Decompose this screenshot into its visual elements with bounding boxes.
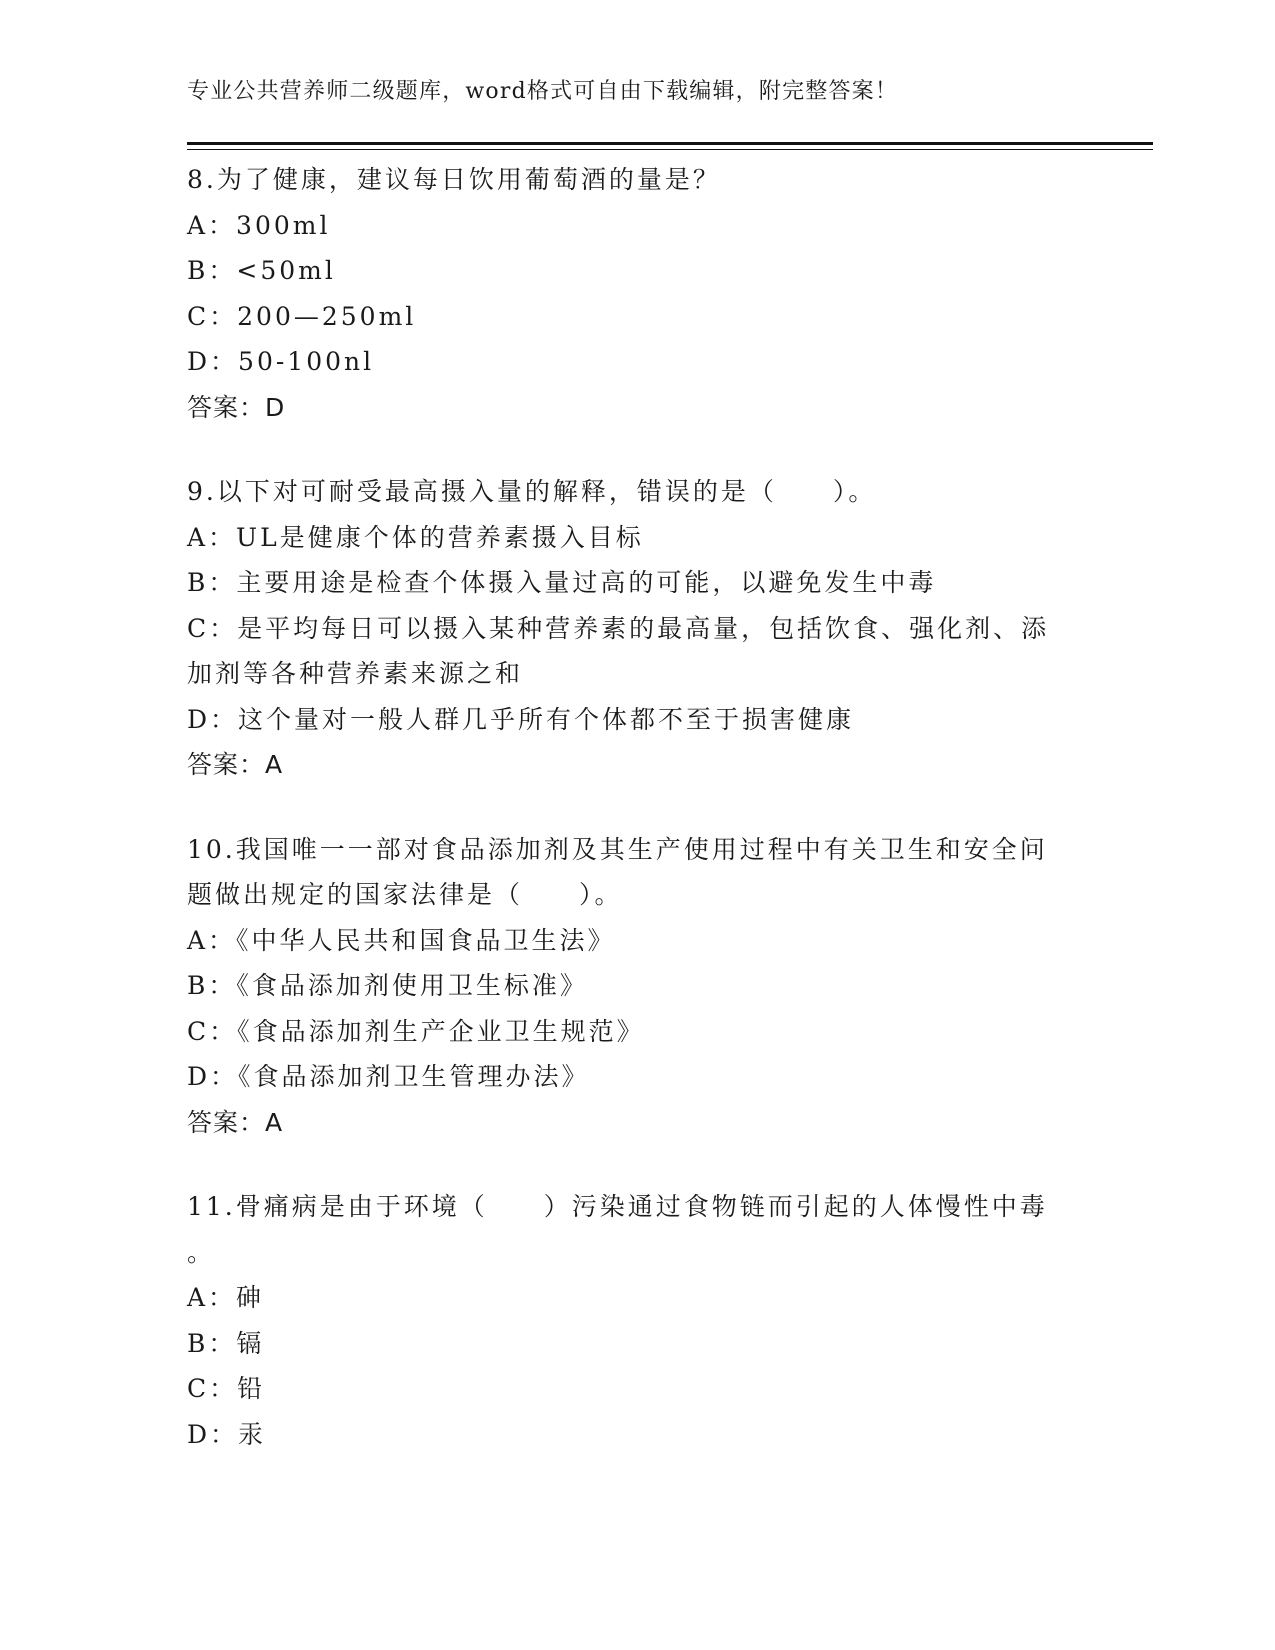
option-c-continued: 加剂等各种营养素来源之和 xyxy=(187,659,524,688)
option-d: D：汞 xyxy=(187,1419,267,1449)
option-a: A：砷 xyxy=(187,1283,265,1312)
document-header: 专业公共营养师二级题库，word格式可自由下载编辑，附完整答案！ xyxy=(187,79,899,104)
question-10 xyxy=(187,827,1087,1146)
question-stem-continued: 题做出规定的国家法律是（ ）。 xyxy=(187,880,623,909)
option-b: B：主要用途是检查个体摄入量过高的可能，以避免发生中毒 xyxy=(187,568,937,597)
question-stem: 8.为了健康，建议每日饮用葡萄酒的量是？ xyxy=(187,165,721,194)
question-9 xyxy=(187,469,1087,788)
option-c: C：《食品添加剂生产企业卫生规范》 xyxy=(187,1016,645,1046)
option-c: C：是平均每日可以摄入某种营养素的最高量，包括饮食、强化剂、添 xyxy=(187,613,1050,643)
header-rule-thin xyxy=(187,149,1153,150)
option-b: B：镉 xyxy=(187,1328,265,1358)
answer-line: 答案：D xyxy=(187,392,286,422)
answer-line: 答案：A xyxy=(187,750,284,779)
question-stem: 10.我国唯一一部对食品添加剂及其生产使用过程中有关卫生和安全问 xyxy=(187,834,1048,864)
question-list xyxy=(187,157,1087,1496)
option-b: B：《食品添加剂使用卫生标准》 xyxy=(187,971,588,1000)
question-stem: 9.以下对可耐受最高摄入量的解释，错误的是（ ）。 xyxy=(187,477,877,506)
option-d: D：50-100nl xyxy=(187,347,375,376)
option-c: C：200—250ml xyxy=(187,301,417,331)
option-c: C：铅 xyxy=(187,1374,266,1403)
question-11 xyxy=(187,1184,1087,1457)
question-stem: 11.骨痛病是由于环境（ ）污染通过食物链而引起的人体慢性中毒 xyxy=(187,1192,1048,1221)
option-a: A：《中华人民共和国食品卫生法》 xyxy=(187,925,616,955)
option-d: D：这个量对一般人群几乎所有个体都不至于损害健康 xyxy=(187,704,855,734)
header-rule-thick xyxy=(187,142,1153,145)
question-stem-continued: 。 xyxy=(187,1237,216,1267)
option-b: B：<50ml xyxy=(187,256,336,285)
option-d: D：《食品添加剂卫生管理办法》 xyxy=(187,1062,590,1091)
option-a: A：UL是健康个体的营养素摄入目标 xyxy=(187,522,644,552)
question-8 xyxy=(187,157,1087,430)
answer-line: 答案：A xyxy=(187,1107,284,1137)
option-a: A：300ml xyxy=(187,210,331,240)
